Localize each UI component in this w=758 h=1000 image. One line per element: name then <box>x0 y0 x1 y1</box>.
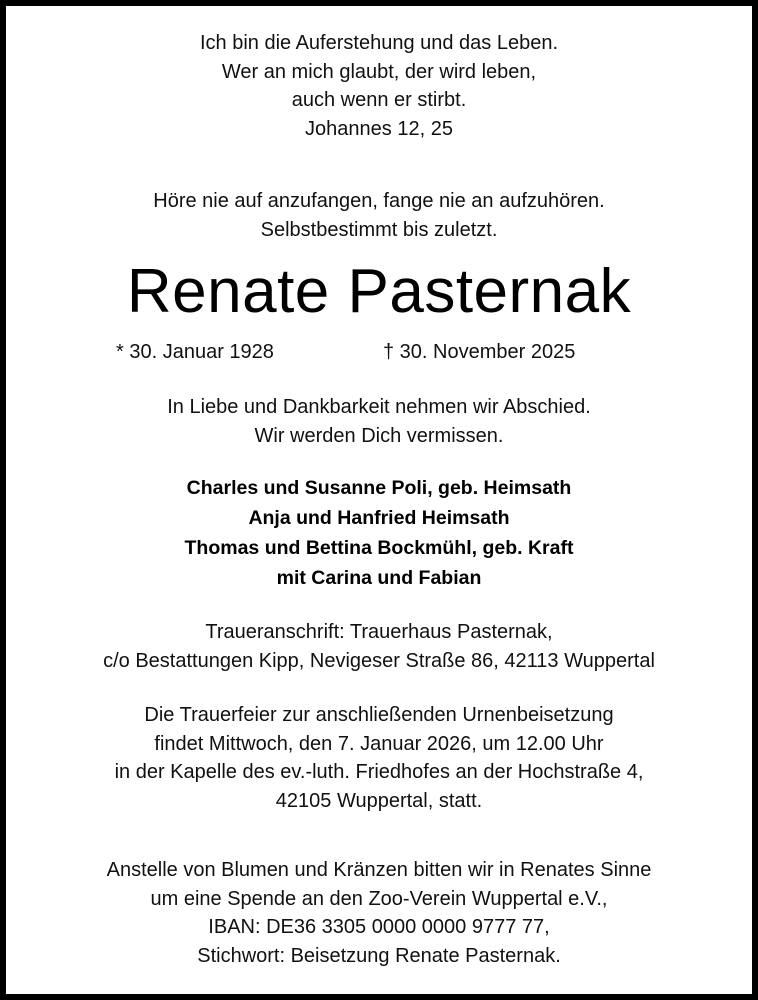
donation-keyword: Stichwort: Beisetzung Renate Pasternak. <box>197 944 561 967</box>
ceremony-line: 42105 Wuppertal, statt. <box>275 789 483 812</box>
mourner: Anja und Hanfried Heimsath <box>248 507 510 529</box>
mourner: Charles und Susanne Poli, geb. Heimsath <box>186 477 572 499</box>
donation-line: um eine Spende an den Zoo-Verein Wuppertal e.V., <box>150 887 608 910</box>
mourner: Thomas und Bettina Bockmühl, geb. Kraft <box>184 537 574 559</box>
mourning-address <box>0 618 758 675</box>
deceased-name: Renate Pasternak <box>126 257 632 326</box>
iban: IBAN: DE36 3305 0000 0000 9777 77, <box>208 916 550 938</box>
verse-line: Ich bin die Auferstehung und das Leben. <box>199 32 559 54</box>
farewell-line: In Liebe und Dankbarkeit nehmen wir Abschied. <box>167 396 591 418</box>
farewell-line: Wir werden Dich vermissen. <box>254 424 504 447</box>
donation-request <box>0 856 758 970</box>
address-line: Traueranschrift: Trauerhaus Pasternak, <box>205 621 553 643</box>
death-date: † 30. November 2025 <box>383 341 576 363</box>
verse-line: Wer an mich glaubt, der wird leben, <box>221 60 537 83</box>
mourner: mit Carina und Fabian <box>276 567 482 589</box>
verse-line: auch wenn er stirbt. <box>291 89 467 111</box>
donation-line: Anstelle von Blumen und Kränzen bitten wir in Renates Sinne <box>106 859 652 881</box>
motto <box>0 187 758 244</box>
verse-reference: Johannes 12, 25 <box>305 117 453 140</box>
ceremony-line: in der Kapelle des ev.-luth. Friedhofes an der Hochstraße 4, <box>114 761 644 783</box>
farewell-text <box>0 393 758 450</box>
birth-date: * 30. Januar 1928 <box>116 341 274 363</box>
address-line: c/o Bestattungen Kipp, Nevigeser Straße 86, 42113 Wuppertal <box>103 649 655 672</box>
bible-verse <box>0 29 758 143</box>
ceremony-line: Die Trauerfeier zur anschließenden Urnenbeisetzung <box>144 704 614 726</box>
ceremony-info <box>0 701 758 815</box>
motto-line: Selbstbestimmt bis zuletzt. <box>260 218 498 241</box>
motto-line: Höre nie auf anzufangen, fange nie an aufzuhören. <box>153 190 605 212</box>
ceremony-line: findet Mittwoch, den 7. Januar 2026, um 12.00 Uhr <box>154 732 604 755</box>
mourners-list <box>0 473 758 593</box>
